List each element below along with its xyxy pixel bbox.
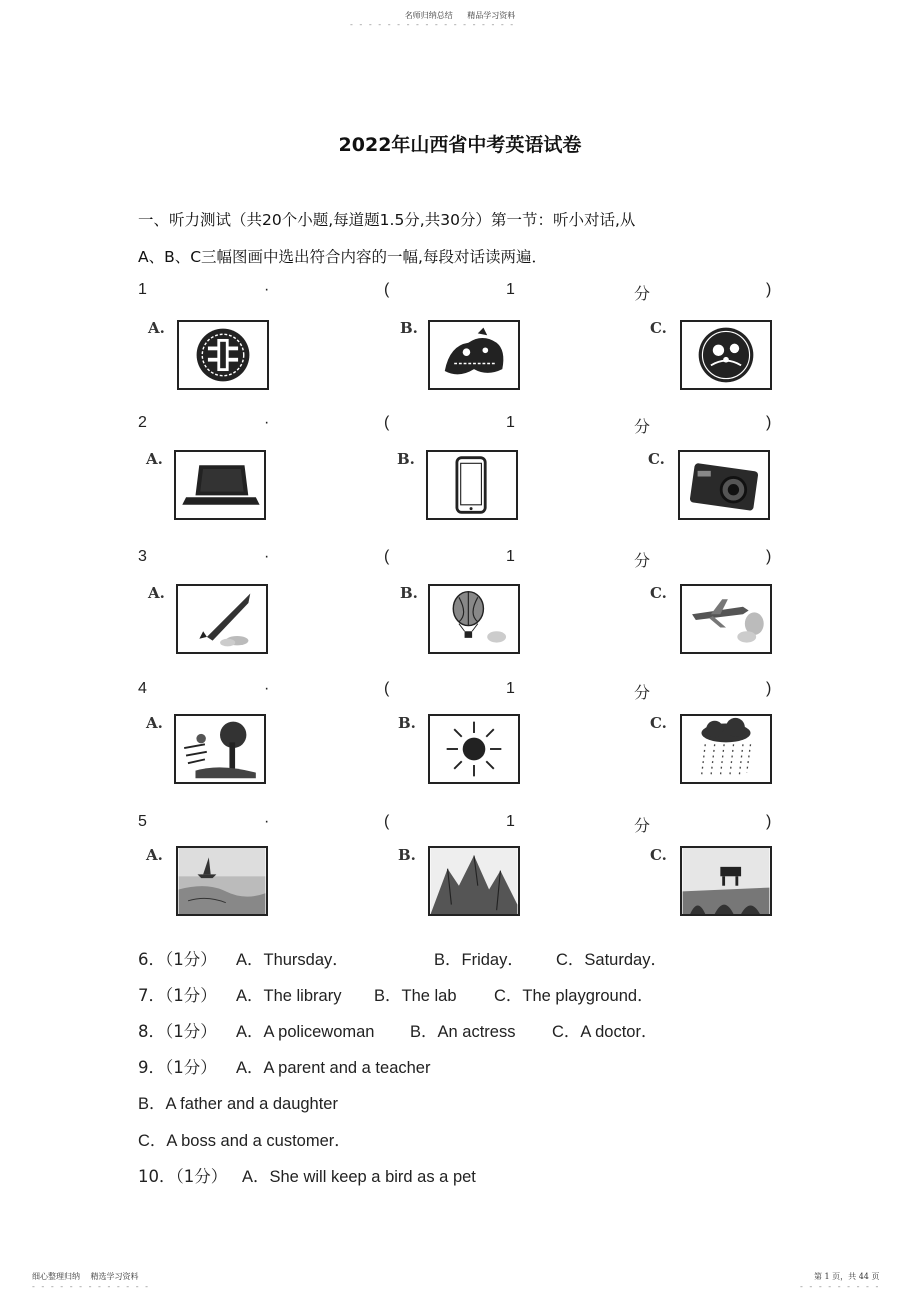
q10-number: 10．（1分） xyxy=(138,1167,228,1186)
picture-question-1 xyxy=(138,281,778,303)
question-score: 1 xyxy=(506,548,515,565)
question-number: 3 xyxy=(138,548,147,565)
airplane-icon xyxy=(680,584,772,654)
q7-number: 7．（1分） xyxy=(138,986,217,1005)
hot-air-balloon-icon xyxy=(428,584,520,654)
question-dot: · xyxy=(264,680,270,697)
question-dot: · xyxy=(264,281,270,298)
smartphone-icon xyxy=(426,450,518,520)
question-number: 1 xyxy=(138,281,147,298)
great-wall-icon xyxy=(680,846,772,916)
seaside-landscape-icon xyxy=(176,846,268,916)
q1-option-c-letter: C. xyxy=(650,319,667,337)
question-score: 1 xyxy=(506,414,515,431)
windy-tree-icon xyxy=(174,714,266,784)
question-dot: · xyxy=(264,813,270,830)
footer-left-a: 细心整理归纳 xyxy=(32,1272,80,1281)
q6-option-a: A．Thursday． xyxy=(236,951,349,969)
question-score-unit: 分 xyxy=(634,551,651,570)
question-dot: · xyxy=(264,414,270,431)
q8-number: 8．（1分） xyxy=(138,1022,217,1041)
picture-question-4 xyxy=(138,680,778,702)
laptop-icon xyxy=(174,450,266,520)
q2-option-c-letter: C. xyxy=(648,450,665,468)
round-paper-cut-icon xyxy=(177,320,269,390)
question-score-unit: 分 xyxy=(634,816,651,835)
question-open-paren: ( xyxy=(384,548,390,565)
q4-option-b-letter: B. xyxy=(398,714,416,732)
picture-question-2 xyxy=(138,414,778,436)
q6-number: 6．（1分） xyxy=(138,950,217,969)
q8-option-a: A．A policewoman xyxy=(236,1023,375,1041)
picture-question-3 xyxy=(138,548,778,570)
rocket-icon xyxy=(176,584,268,654)
q6-option-c: C．Saturday． xyxy=(556,951,667,969)
flower-paper-cut-icon xyxy=(680,320,772,390)
question-close-paren: ) xyxy=(766,813,772,830)
q1-option-a-letter: A. xyxy=(148,319,165,337)
header-right-note: 精品学习资料 xyxy=(467,11,516,20)
question-score: 1 xyxy=(506,813,515,830)
q8-option-c: C．A doctor． xyxy=(552,1023,658,1041)
q5-option-b-letter: B. xyxy=(398,846,416,864)
header-dashes: - - - - - - - - - - - - - - - - - - xyxy=(350,20,516,29)
q7-option-a: A．The library xyxy=(236,987,342,1005)
question-score-unit: 分 xyxy=(634,417,651,436)
header-left-note: 名师归纳总结 xyxy=(404,11,453,20)
sun-icon xyxy=(428,714,520,784)
question-number: 4 xyxy=(138,680,147,697)
question-dot: · xyxy=(264,548,270,565)
q7-option-c: C．The playground． xyxy=(494,987,654,1005)
q10-option-a: A．She will keep a bird as a pet xyxy=(242,1168,476,1186)
question-open-paren: ( xyxy=(384,414,390,431)
question-close-paren: ) xyxy=(766,414,772,431)
q7-option-b: B．The lab xyxy=(374,987,457,1005)
question-open-paren: ( xyxy=(384,281,390,298)
footer-left-b: 精选学习资料 xyxy=(90,1272,139,1281)
rain-cloud-icon xyxy=(680,714,772,784)
footer-dashes-left: - - - - - - - - - - - - - xyxy=(32,1282,151,1291)
question-close-paren: ) xyxy=(766,548,772,565)
footer-dashes-right: - - - - - - - - - xyxy=(800,1282,881,1291)
q3-option-a-letter: A. xyxy=(148,584,165,602)
q4-option-c-letter: C. xyxy=(650,714,667,732)
q6-option-b: B．Friday． xyxy=(434,951,524,969)
q9-option-c: C．A boss and a customer． xyxy=(138,1132,351,1150)
q9-option-a: A．A parent and a teacher xyxy=(236,1059,431,1077)
q2-option-b-letter: B. xyxy=(397,450,415,468)
page-number: 第 1 页，共 44 页 xyxy=(814,1272,880,1281)
q9-option-b: B．A father and a daughter xyxy=(138,1095,338,1113)
picture-question-5 xyxy=(138,813,778,835)
question-number: 2 xyxy=(138,414,147,431)
question-number: 5 xyxy=(138,813,147,830)
q5-option-c-letter: C. xyxy=(650,846,667,864)
mountains-icon xyxy=(428,846,520,916)
section-intro-line-2: A、B、C三幅图画中选出符合内容的一幅,每段对话读两遍． xyxy=(138,248,547,266)
section-intro-line-1: 一、听力测试（共20个小题,每道题1.5分,共30分）第一节：听小对话,从 xyxy=(138,211,636,229)
question-score: 1 xyxy=(506,281,515,298)
camera-icon xyxy=(678,450,770,520)
q3-option-b-letter: B. xyxy=(400,584,418,602)
q4-option-a-letter: A. xyxy=(146,714,163,732)
exam-title: 2022年山西省中考英语试卷 xyxy=(338,134,582,156)
q5-option-a-letter: A. xyxy=(146,846,163,864)
q2-option-a-letter: A. xyxy=(146,450,163,468)
q8-option-b: B．An actress xyxy=(410,1023,516,1041)
question-close-paren: ) xyxy=(766,281,772,298)
q1-option-b-letter: B. xyxy=(400,319,418,337)
question-score-unit: 分 xyxy=(634,683,651,702)
question-close-paren: ) xyxy=(766,680,772,697)
question-score: 1 xyxy=(506,680,515,697)
footer-left xyxy=(32,1271,139,1282)
question-score-unit: 分 xyxy=(634,284,651,303)
question-open-paren: ( xyxy=(384,813,390,830)
question-open-paren: ( xyxy=(384,680,390,697)
animal-paper-cut-icon xyxy=(428,320,520,390)
q9-number: 9．（1分） xyxy=(138,1058,217,1077)
q3-option-c-letter: C. xyxy=(650,584,667,602)
